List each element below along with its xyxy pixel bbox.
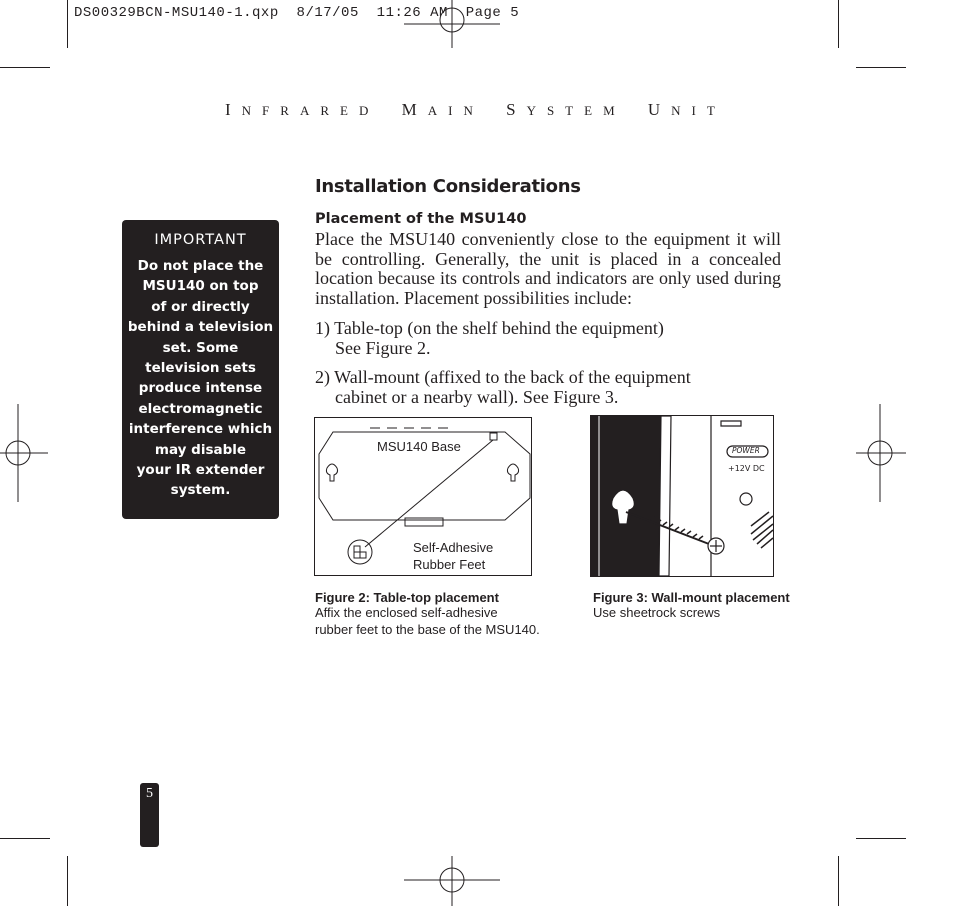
- header-word: MAIN: [401, 100, 484, 119]
- running-header: [225, 100, 726, 120]
- slug-time: 11:26 AM: [376, 5, 448, 21]
- label-rubber-feet: Self-Adhesive Rubber Feet: [413, 540, 494, 572]
- label-msu140-base: MSU140 Base: [377, 439, 461, 454]
- figure-2-table-top: [314, 417, 532, 576]
- figure-3-wall-mount: [590, 415, 774, 577]
- important-title: IMPORTANT: [154, 232, 247, 248]
- list-item: 1) Table-top (on the shelf behind the equipment) See Figure 2.: [315, 318, 664, 358]
- section-title: Installation Considerations: [315, 176, 581, 197]
- label-12v-dc: +12V DC: [728, 464, 765, 473]
- header-word: SYSTEM: [506, 100, 626, 119]
- header-word: INFRARED: [225, 100, 380, 119]
- important-text: Do not place the MSU140 on top of or directly behind a television set. Some television sets produce intense electromagnetic interference which may disable your IR extender system.: [127, 258, 274, 499]
- slug-page: Page 5: [465, 5, 520, 21]
- header-word: UNIT: [647, 100, 726, 119]
- page-number: 5: [146, 786, 153, 801]
- label-power: POWER: [732, 446, 760, 455]
- subsection-title: Placement of the MSU140: [315, 211, 527, 227]
- figure-3-caption: Figure 3: Wall-mount placement Use sheetrock screws: [593, 590, 790, 620]
- slug-date: 8/17/05: [296, 5, 359, 21]
- list-item: 2) Wall-mount (affixed to the back of the equipment cabinet or a nearby wall). See Figure 3.: [315, 367, 691, 407]
- slug-filename: DS00329BCN-MSU140-1.qxp: [74, 5, 279, 21]
- placement-paragraph: Place the MSU140 conveniently close to the equipment it will be controlling. Generally, the unit is placed in a concealed location because its controls and indicators are only used during installation. Placement possibilities include:: [315, 229, 781, 308]
- figure-2-caption: Figure 2: Table-top placement Affix the enclosed self-adhesive rubber feet to the base of the MSU140.: [315, 590, 540, 637]
- important-callout: [122, 220, 279, 519]
- wall-mount-illustration: [591, 416, 773, 576]
